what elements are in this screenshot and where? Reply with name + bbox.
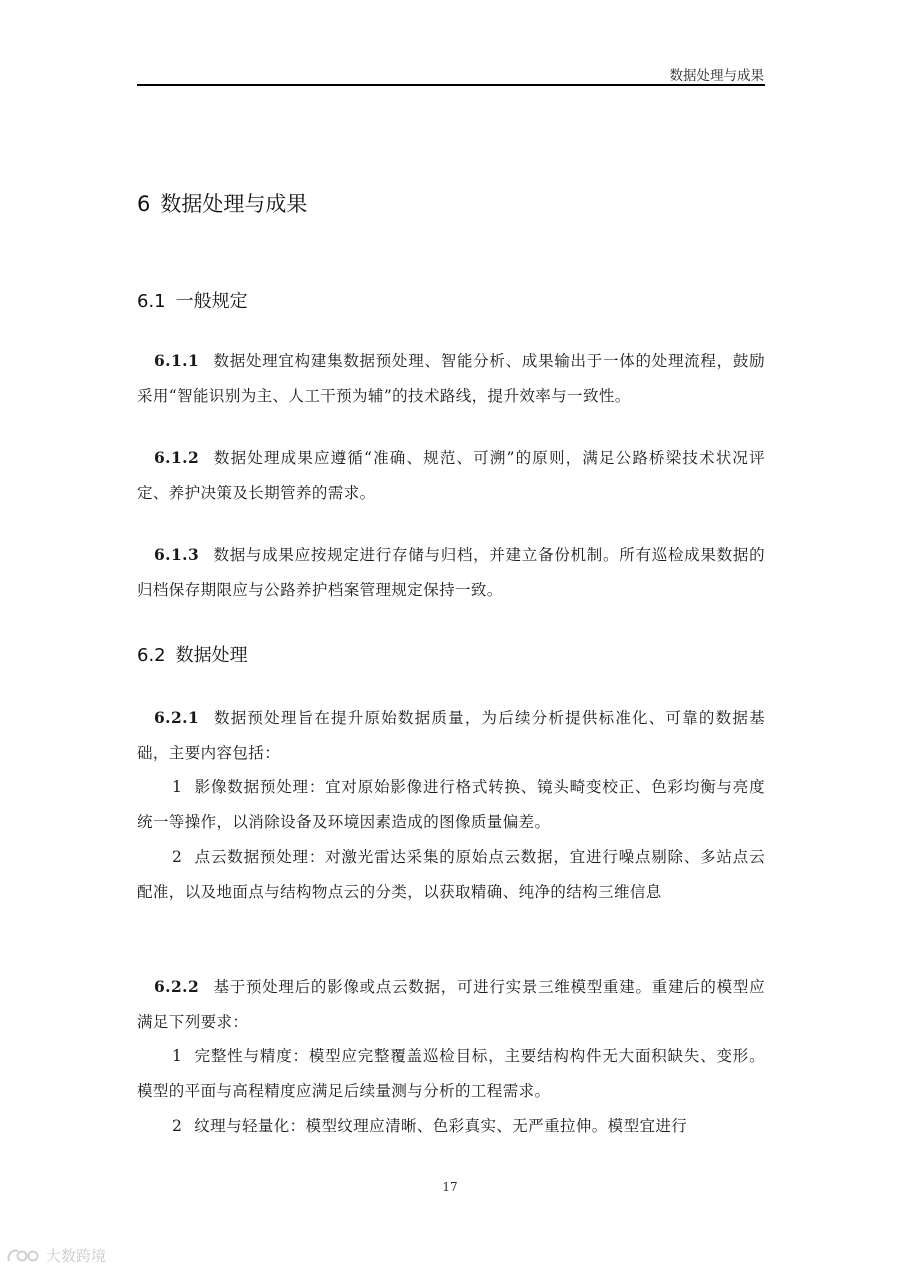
clause-number: 6.2.2 xyxy=(154,977,200,996)
section-title: 数据处理 xyxy=(175,645,248,666)
list-item xyxy=(137,770,765,840)
clause-text: 数据与成果应按规定进行存储与归档，并建立备份机制。所有巡检成果数据的归档保存期限应与公路养护档案管理规定保持一致。 xyxy=(137,546,765,599)
clause-text: 数据处理宜构建集数据预处理、智能分析、成果输出于一体的处理流程，鼓励采用“智能识别为主、人工干预为辅”的技术路线，提升效率与一致性。 xyxy=(137,352,765,405)
list-item-text: 完整性与精度：模型应完整覆盖巡检目标，主要结构构件无大面积缺失、变形。模型的平面与高程精度应满足后续量测与分析的工程需求。 xyxy=(137,1047,765,1100)
list-item-number: 2 xyxy=(172,848,183,866)
section-heading xyxy=(137,641,248,667)
chapter-title: 数据处理与成果 xyxy=(160,192,308,216)
section-title: 一般规定 xyxy=(175,291,248,312)
clause-text: 基于预处理后的影像或点云数据，可进行实景三维模型重建。重建后的模型应满足下列要求： xyxy=(137,978,765,1031)
clause-number: 6.2.1 xyxy=(154,708,200,727)
list-item xyxy=(137,1109,765,1144)
chapter-number: 6 xyxy=(137,192,151,216)
clause-number: 6.1.1 xyxy=(154,351,200,370)
chapter-heading xyxy=(137,188,307,218)
list-item xyxy=(137,1039,765,1109)
clause-paragraph xyxy=(137,537,765,608)
watermark-logo-icon xyxy=(6,1245,42,1265)
clause-paragraph xyxy=(137,343,765,414)
clause-paragraph xyxy=(137,440,765,511)
list-item xyxy=(137,840,765,910)
watermark xyxy=(6,1244,106,1266)
watermark-text: 大数跨境 xyxy=(46,1246,107,1265)
clause-paragraph xyxy=(137,700,765,771)
list-item-text: 纹理与轻量化：模型纹理应清晰、色彩真实、无严重拉伸。模型宜进行 xyxy=(194,1117,688,1135)
running-header: 数据处理与成果 xyxy=(669,68,764,84)
list-item-text: 点云数据预处理：对激光雷达采集的原始点云数据，宜进行噪点剔除、多站点云配准，以及地面点与结构物点云的分类，以获取精确、纯净的结构三维信息 xyxy=(137,848,765,901)
section-number: 6.1 xyxy=(137,291,166,312)
list-item-number: 2 xyxy=(172,1117,183,1135)
clause-number: 6.1.2 xyxy=(154,448,200,467)
clause-number: 6.1.3 xyxy=(154,545,200,564)
header-rule xyxy=(137,84,765,86)
clause-text: 数据处理成果应遵循“准确、规范、可溯”的原则，满足公路桥梁技术状况评定、养护决策及长期管养的需求。 xyxy=(137,449,765,502)
list-item-number: 1 xyxy=(172,1047,183,1065)
list-item-number: 1 xyxy=(172,778,183,796)
clause-text: 数据预处理旨在提升原始数据质量，为后续分析提供标准化、可靠的数据基础，主要内容包括： xyxy=(137,709,765,762)
page-number: 17 xyxy=(442,1180,458,1194)
clause-paragraph xyxy=(137,969,765,1040)
section-number: 6.2 xyxy=(137,645,166,666)
list-item-text: 影像数据预处理：宜对原始影像进行格式转换、镜头畸变校正、色彩均衡与亮度统一等操作，以消除设备及环境因素造成的图像质量偏差。 xyxy=(137,778,765,831)
section-heading xyxy=(137,287,248,313)
